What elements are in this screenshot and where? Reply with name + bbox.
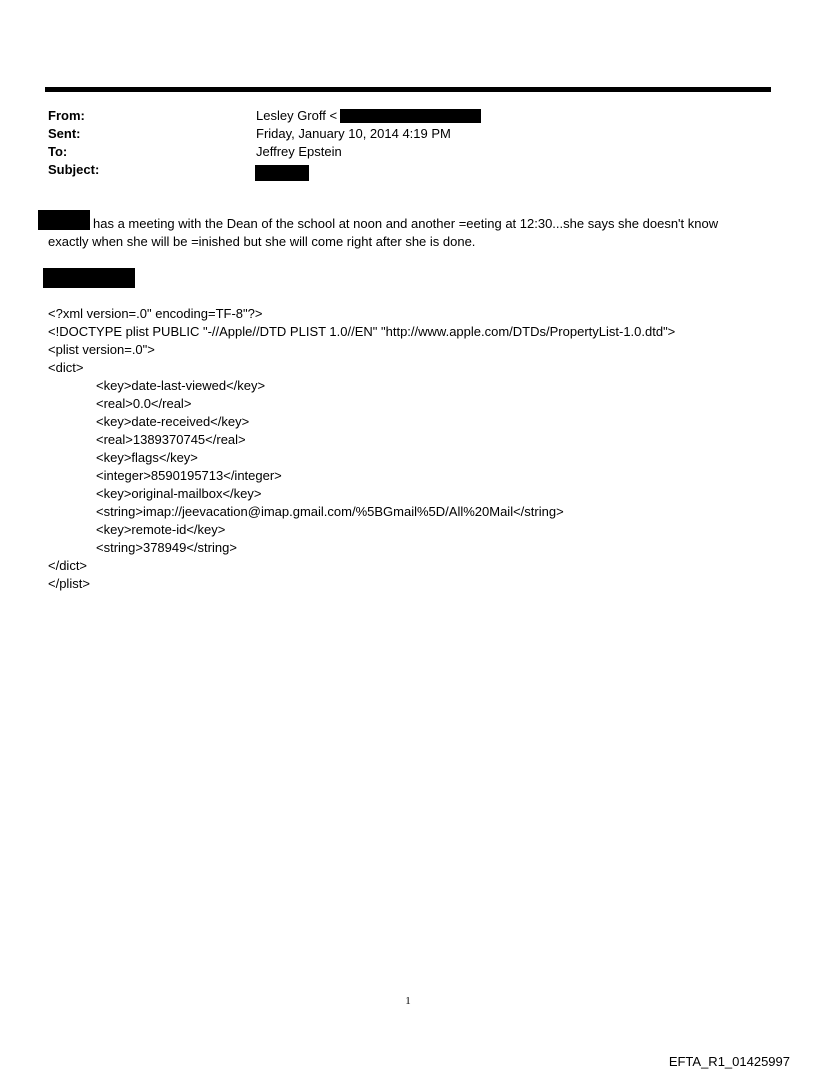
sent-label: Sent: <box>48 126 81 141</box>
to-value: Jeffrey Epstein <box>256 144 342 159</box>
plist-line: <!DOCTYPE plist PUBLIC "-//Apple//DTD PLIST 1.0//EN" "http://www.apple.com/DTDs/PropertyList-1.0.dtd"> <box>48 324 676 339</box>
plist-line: <string>378949</string> <box>96 540 237 555</box>
plist-line: <?xml version=.0" encoding=TF-8"?> <box>48 306 263 321</box>
plist-line: <real>0.0</real> <box>96 396 192 411</box>
plist-line: </plist> <box>48 576 90 591</box>
body-line-1: has a meeting with the Dean of the school at noon and another =eeting at 12:30...she says she doesn't know <box>93 216 719 231</box>
plist-line: <key>flags</key> <box>96 450 198 465</box>
plist-line: <key>original-mailbox</key> <box>96 486 262 501</box>
plist-line: <integer>8590195713</integer> <box>96 468 282 483</box>
from-label: From: <box>48 108 85 123</box>
plist-line: <real>1389370745</real> <box>96 432 246 447</box>
plist-line: <string>imap://jeevacation@imap.gmail.com/%5BGmail%5D/All%20Mail</string> <box>96 504 564 519</box>
body-line-2: exactly when she will be =inished but she will come right after she is done. <box>48 234 476 249</box>
document-id: EFTA_R1_01425997 <box>668 1054 790 1069</box>
plist-line: <key>date-received</key> <box>96 414 250 429</box>
to-label: To: <box>48 144 68 159</box>
plist-line: <plist version=.0"> <box>48 342 155 357</box>
redaction-subject <box>255 165 309 181</box>
redaction-signature <box>43 268 135 288</box>
sent-value: Friday, January 10, 2014 4:19 PM <box>256 126 451 141</box>
plist-line: <key>date-last-viewed</key> <box>96 378 266 393</box>
subject-label: Subject: <box>48 162 100 177</box>
redaction-from-email <box>340 109 481 123</box>
plist-line: </dict> <box>48 558 88 573</box>
page-number: 1 <box>405 995 411 1007</box>
plist-block <box>48 305 675 593</box>
redaction-name <box>38 210 90 230</box>
plist-line: <dict> <box>48 360 84 375</box>
plist-line: <key>remote-id</key> <box>96 522 226 537</box>
header-rule <box>45 87 771 92</box>
from-value: Lesley Groff < <box>256 108 338 123</box>
